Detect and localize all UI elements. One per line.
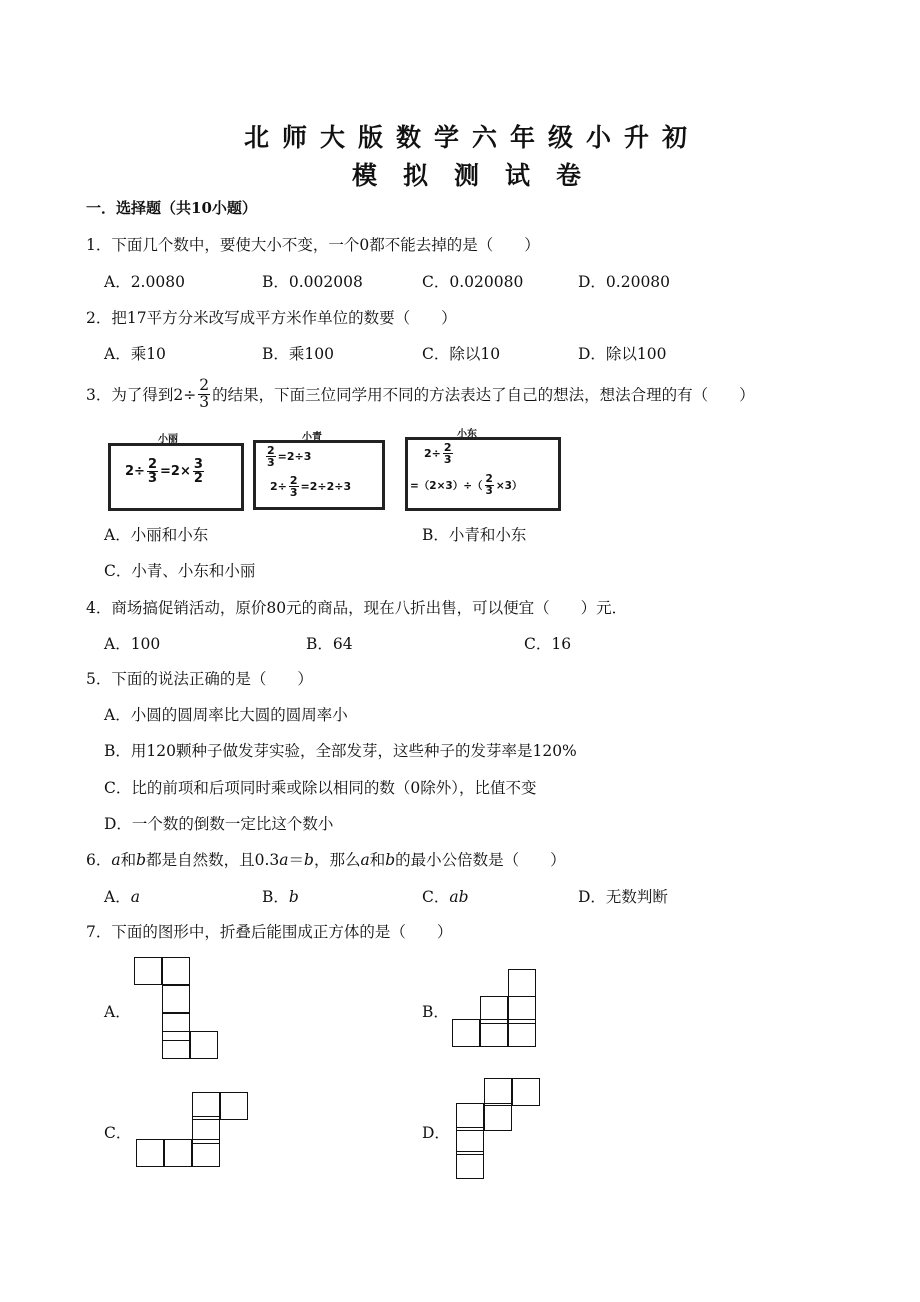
q3-frac-den: 3 [199,392,210,411]
q3-option-a[interactable]: A．小丽和小东 [104,526,209,544]
q3-frac-num: 2 [199,376,210,394]
xiaodong-frac-1 [443,442,453,465]
q5-option-c[interactable]: C．比的前项和后项同时乘或除以相同的数（0除外），比值不变 [104,779,537,797]
xiaodong-line1 [424,442,455,465]
xiaoqing-label: 小青 [302,432,322,443]
question-3-stem [86,374,755,414]
q6-text-3: ＝ [288,851,304,869]
question-4-stem: 4．商场搞促销活动，原价80元的商品，现在八折出售，可以便宜（ ）元． [86,599,628,617]
q1-option-d[interactable]: D．0.20080 [578,273,671,291]
q1-option-b[interactable]: B．0.002008 [262,273,363,291]
q6-opt-a-label: A． [104,888,131,906]
xiaodong-frac-2-num: 2 [485,473,493,485]
q5-option-d[interactable]: D．一个数的倒数一定比这个数小 [104,815,334,833]
net-d-cell [484,1103,512,1131]
net-a-cell [134,957,162,985]
q6-var-b-2: b [304,851,314,869]
question-2-stem: 2．把17平方分米改写成平方米作单位的数要（ ） [86,309,457,327]
q6-option-b[interactable] [262,885,299,907]
q6-text-5: 和 [369,851,386,869]
q6-text-1: 和 [120,851,137,869]
xiaodong-frac-1-num: 2 [443,441,452,454]
net-a-cell [162,1031,190,1059]
xiaoqing-line2 [270,475,351,498]
q6-option-d[interactable]: D．无数判断 [578,888,668,906]
q6-var-a: a [111,851,121,869]
xiaoqing-frac-1-den: 3 [267,456,275,469]
net-b-cell [508,969,536,997]
xiaodong-frac-1-den: 3 [443,453,452,466]
xiaodong-frac-2-den: 3 [485,484,493,497]
xiaoqing-frac-2-den: 3 [289,486,298,499]
q6-opt-c-label: C． [422,888,450,906]
xiaoqing-frac-1 [266,445,276,468]
xiaoqing-frac-1-num: 2 [267,444,275,457]
q3-fraction [198,378,210,410]
xiaodong-box [405,437,561,511]
xiaoli-expr-a: 2÷ [125,464,145,479]
q4-option-b[interactable]: B．64 [306,635,353,653]
q2-option-d[interactable]: D．除以100 [578,345,667,363]
q7-option-d-label[interactable]: D． [422,1124,450,1142]
q6-text-4: ，那么 [313,851,361,869]
q5-option-a[interactable]: A．小圆的圆周率比大圆的圆周率小 [104,706,348,724]
net-a-cell [190,1031,218,1059]
xiaoqing-frac-2 [289,475,299,498]
xiaoli-frac-1-num: 2 [147,457,157,472]
q3-stem-prefix: 3．为了得到2÷ [86,386,197,404]
q6-var-b-3: b [385,851,396,869]
net-a-cell [162,957,190,985]
q6-opt-a-value: a [130,888,140,906]
q6-text-6: 的最小公倍数是（ ） [395,851,566,869]
xiaodong-line2 [410,474,522,496]
net-a-cell [162,985,190,1013]
xiaoli-frac-1-den: 3 [147,471,157,486]
xiaoli-box [108,443,244,511]
q3-stem-suffix: 的结果，下面三位同学用不同的方法表达了自己的想法，想法合理的有（ ） [212,386,755,404]
xiaoqing-line2-a: 2÷ [270,480,287,493]
q4-option-a[interactable]: A．100 [104,635,161,653]
q2-option-c[interactable]: C．除以10 [422,345,501,363]
xiaoqing-box [253,440,385,510]
page-subtitle: 模拟测试卷 [352,161,608,190]
xiaodong-frac-2 [485,474,494,496]
q6-var-a-2: a [279,851,289,869]
q3-option-b[interactable]: B．小青和小东 [422,526,527,544]
xiaoqing-line2-b: =2÷2÷3 [300,480,352,493]
question-6-stem [86,848,566,870]
section-heading: 一．选择题（共10小题） [86,199,257,217]
xiaodong-line1-text: 2÷ [424,447,441,460]
xiaoli-expr-b: =2× [160,464,191,479]
q6-var-a-3: a [360,851,370,869]
q1-option-a[interactable]: A．2.0080 [104,273,185,291]
xiaoli-label: 小丽 [158,434,178,445]
net-c-cell [220,1092,248,1120]
question-5-stem: 5．下面的说法正确的是（ ） [86,670,313,688]
q3-option-c[interactable]: C．小青、小东和小丽 [104,562,256,580]
question-7-stem: 7．下面的图形中，折叠后能围成正方体的是（ ） [86,923,453,941]
net-d-cell [456,1151,484,1179]
q6-text-2: 都是自然数，且0.3 [146,851,280,869]
xiaoqing-line1 [264,445,311,468]
xiaodong-label: 小东 [457,429,477,440]
q7-option-a-label[interactable]: A． [104,1003,131,1021]
net-c-cell [164,1139,192,1167]
xiaoli-expression [125,458,206,485]
q7-option-c-label[interactable]: C． [104,1124,132,1142]
page-title: 北师大版数学六年级小升初 [244,123,701,152]
net-b-cell [452,1019,480,1047]
xiaodong-line2-a: =（2×3）÷（ [410,479,483,492]
q2-option-a[interactable]: A．乘10 [104,345,166,363]
xiaodong-line2-b: ×3） [495,479,523,492]
xiaoqing-line1-text: =2÷3 [277,450,312,463]
net-d-cell [484,1078,512,1106]
q5-option-b[interactable]: B．用120颗种子做发芽实验，全部发芽，这些种子的发芽率是120% [104,742,577,760]
q2-option-b[interactable]: B．乘100 [262,345,334,363]
q6-opt-b-label: B． [262,888,289,906]
q6-option-c[interactable] [422,885,469,907]
q6-opt-c-value: ab [449,888,469,906]
net-b-cell [480,1019,508,1047]
xiaoli-frac-2-den: 2 [193,471,203,486]
question-1-stem: 1．下面几个数中，要使大小不变，一个0都不能去掉的是（ ） [86,236,540,254]
q6-var-b: b [136,851,147,869]
q6-opt-b-value: b [288,888,299,906]
xiaoli-frac-2 [193,458,204,485]
net-c-cell [192,1139,220,1167]
net-c-cell [136,1139,164,1167]
q4-option-c[interactable]: C．16 [524,635,572,653]
xiaoli-frac-2-num: 3 [193,457,203,472]
q1-option-c[interactable]: C．0.020080 [422,273,524,291]
net-b-cell [508,1019,536,1047]
xiaoqing-frac-2-num: 2 [289,474,298,487]
q6-num: 6． [86,851,112,869]
net-d-cell [512,1078,540,1106]
xiaoli-frac-1 [147,458,158,485]
q7-option-b-label[interactable]: B． [422,1003,449,1021]
q6-option-a[interactable] [104,885,140,907]
